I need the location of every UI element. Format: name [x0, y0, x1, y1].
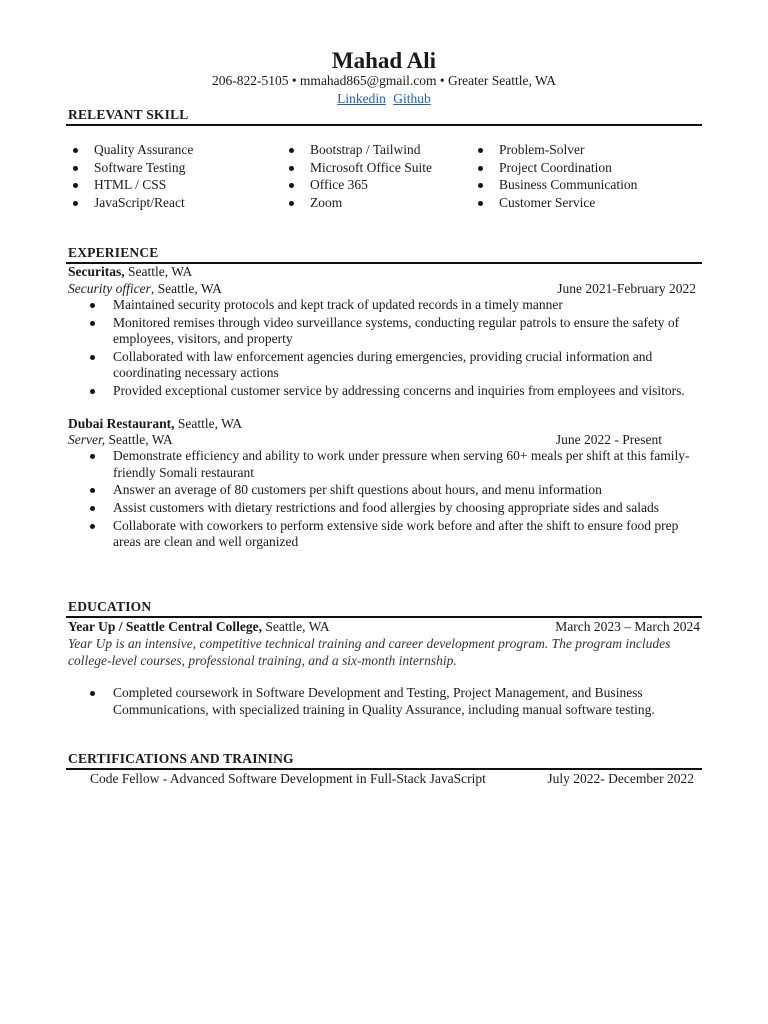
skill-item: Business Communication — [473, 176, 637, 194]
contact-info: 206-822-5105 • mmahad865@gmail.com • Greater Seattle, WA — [211, 73, 557, 88]
skill-item: JavaScript/React — [68, 194, 193, 212]
education-dates: March 2023 – March 2024 — [555, 619, 700, 634]
skills-column-1 — [68, 141, 193, 212]
bullet-item: Answer an average of 80 customers per shift questions about hours, and menu information — [88, 482, 700, 499]
bullet-item: Collaborated with law enforcement agencies during emergencies, providing crucial information and coordinating necessary actions — [88, 349, 700, 382]
github-link[interactable]: Github — [393, 91, 431, 106]
school-location: Seattle, WA — [261, 619, 330, 634]
skill-item: Microsoft Office Suite — [284, 159, 432, 177]
company-name: Dubai Restaurant, — [68, 416, 175, 431]
bullet-item: Completed coursework in Software Development and Testing, Project Management, and Business Communications, with specialized training in Quality Assurance, including manual software testing. — [88, 685, 700, 718]
school-name: Year Up / Seattle Central College, — [68, 619, 262, 634]
skills-column-3 — [473, 141, 637, 212]
role-location: , Seattle, WA — [150, 281, 222, 296]
role-title: Server, — [68, 432, 106, 447]
job-role — [68, 280, 222, 297]
bullet-item: Maintained security protocols and kept track of updated records in a timely manner — [88, 297, 700, 314]
skills-heading: RELEVANT SKILL — [68, 107, 189, 122]
skill-item: Software Testing — [68, 159, 193, 177]
bullet-item: Demonstrate efficiency and ability to work under pressure when serving 60+ meals per shift at this family-friendly Somali restaurant — [88, 448, 700, 481]
job-dates: June 2021-February 2022 — [557, 281, 696, 296]
bullet-item: Provided exceptional customer service by addressing concerns and inquiries from employees and visitors. — [88, 383, 700, 400]
skill-item: Bootstrap / Tailwind — [284, 141, 432, 159]
skills-divider — [66, 124, 702, 126]
school — [68, 618, 330, 635]
education-heading: EDUCATION — [68, 599, 152, 614]
education-bullets — [88, 685, 700, 719]
certifications-heading: CERTIFICATIONS AND TRAINING — [68, 751, 294, 766]
company-location: Seattle, WA — [174, 416, 243, 431]
job-role — [68, 431, 173, 448]
company-location: Seattle, WA — [124, 264, 193, 279]
bullet-item: Monitored remises through video surveillance systems, conducting regular patrols to ensure the safety of employees, visitors, and property — [88, 315, 700, 348]
job-bullets — [88, 448, 700, 552]
job-company — [68, 263, 192, 280]
linkedin-link[interactable]: Linkedin — [337, 91, 386, 106]
skill-item: Customer Service — [473, 194, 637, 212]
skill-item: HTML / CSS — [68, 176, 193, 194]
bullet-item: Assist customers with dietary restrictions and food allergies by choosing appropriate sides and salads — [88, 500, 700, 517]
job-company — [68, 415, 242, 432]
role-title: Security officer — [68, 281, 151, 296]
program-description: Year Up is an intensive, competitive technical training and career development program. The program includes college-level courses, professional training, and a six-month internship. — [68, 636, 671, 668]
role-location: Seattle, WA — [105, 432, 173, 447]
skill-item: Zoom — [284, 194, 432, 212]
bullet-item: Collaborate with coworkers to perform extensive side work before and after the shift to ensure food prep areas are clean and well organized — [88, 518, 700, 551]
skill-item: Problem-Solver — [473, 141, 637, 159]
job-dates: June 2022 - Present — [555, 432, 662, 447]
skill-item: Office 365 — [284, 176, 432, 194]
certification-dates: July 2022- December 2022 — [547, 771, 694, 786]
profile-links — [0, 90, 768, 107]
skill-item: Quality Assurance — [68, 141, 193, 159]
certification-item: Code Fellow - Advanced Software Development in Full-Stack JavaScript — [90, 771, 486, 786]
skills-column-2 — [284, 141, 432, 212]
job-bullets — [88, 297, 700, 401]
skill-item: Project Coordination — [473, 159, 637, 177]
candidate-name: Mahad Ali — [331, 48, 437, 73]
company-name: Securitas, — [68, 264, 125, 279]
experience-heading: EXPERIENCE — [68, 245, 159, 260]
